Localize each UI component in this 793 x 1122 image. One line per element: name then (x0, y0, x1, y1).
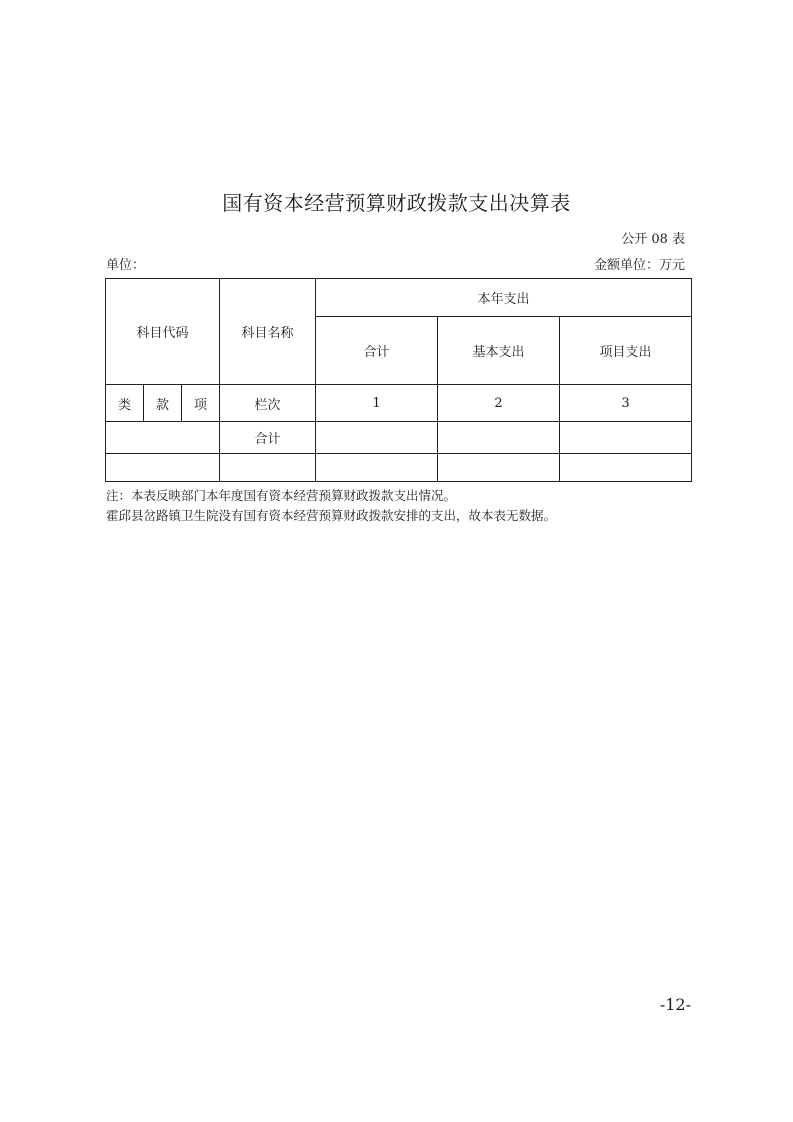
empty-row-project-cell (560, 454, 692, 482)
empty-row-basic-cell (438, 454, 560, 482)
column-index-label: 栏次 (220, 385, 316, 422)
expenditure-table (105, 278, 692, 482)
amount-unit-label: 金额单位：万元 (593, 258, 685, 273)
basic-expenditure-header: 基本支出 (438, 317, 560, 385)
empty-row-total-cell (316, 454, 438, 482)
code-category-cell: 类 (106, 385, 144, 422)
project-expenditure-header: 项目支出 (560, 317, 692, 385)
code-item-cell: 项 (182, 385, 220, 422)
total-row-label: 合计 (220, 422, 316, 454)
unit-label: 单位： (106, 258, 146, 273)
empty-row-code-cell (106, 454, 220, 482)
column-number-2: 2 (438, 385, 560, 422)
empty-row (106, 454, 692, 482)
total-header: 合计 (316, 317, 438, 385)
note-line-1: 注：本表反映部门本年度国有资本经营预算财政拨款支出情况。 (106, 488, 457, 503)
page-title: 国有资本经营预算财政拨款支出决算表 (222, 191, 571, 215)
current-year-expenditure-header: 本年支出 (316, 279, 692, 317)
table-notes (106, 486, 556, 526)
subject-name-header: 科目名称 (220, 279, 316, 385)
column-index-row (106, 385, 692, 422)
subject-code-header: 科目代码 (106, 279, 220, 385)
column-number-3: 3 (560, 385, 692, 422)
empty-row-name-cell (220, 454, 316, 482)
total-row-project-cell (560, 422, 692, 454)
column-number-1: 1 (316, 385, 438, 422)
form-code: 公开 08 表 (621, 232, 685, 247)
page-number: -12- (659, 995, 691, 1014)
total-row-code-cell (106, 422, 220, 454)
header-row-1 (106, 279, 692, 317)
total-row-total-cell (316, 422, 438, 454)
code-section-cell: 款 (144, 385, 182, 422)
total-row-basic-cell (438, 422, 560, 454)
note-line-2: 霍邱县岔路镇卫生院没有国有资本经营预算财政拨款安排的支出，故本表无数据。 (106, 508, 557, 523)
total-row (106, 422, 692, 454)
